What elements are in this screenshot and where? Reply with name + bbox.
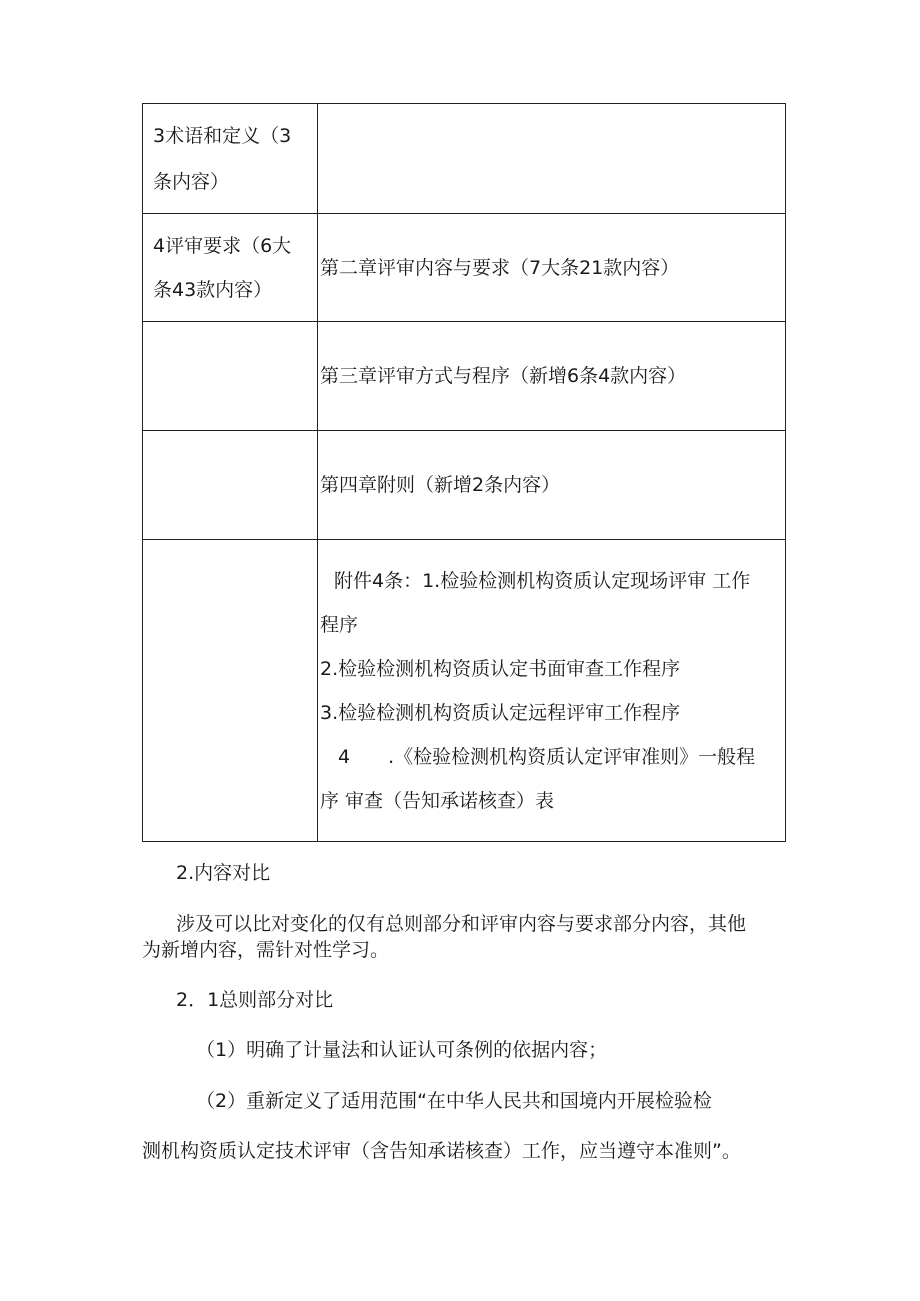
table-cell-left: [143, 104, 318, 214]
table-cell-right: [318, 431, 786, 540]
paragraph-line: 为新增内容，需针对性学习。: [142, 939, 390, 961]
comparison-table: [142, 103, 786, 842]
table-cell-left: [143, 322, 318, 431]
cell-text: 第三章评审方式与程序（新增6条4款内容）: [320, 365, 687, 387]
cell-text: 条内容）: [153, 170, 230, 193]
annex-line: 附件4条：1.检验检测机构资质认定现场评审 工作: [334, 569, 751, 592]
cell-text: 3术语和定义（3: [153, 124, 292, 147]
table-row: [143, 214, 786, 322]
table-cell-left: [143, 431, 318, 540]
subsection-heading: 2．1总则部分对比: [176, 989, 334, 1011]
annex-line: 4 .《检验检测机构资质认定评审准则》一般程: [338, 745, 756, 768]
table-cell-right: [318, 214, 786, 322]
table-cell-right: [318, 104, 786, 214]
table-row: [143, 540, 786, 842]
table-cell-right: [318, 540, 786, 842]
annex-line: 3.检验检测机构资质认定远程评审工作程序: [320, 701, 681, 724]
list-item: （1）明确了计量法和认证认可条例的依据内容；: [196, 1039, 608, 1061]
table-cell-left: [143, 540, 318, 842]
list-item-continuation: 测机构资质认定技术评审（含告知承诺核查）工作，应当遵守本准则”。: [142, 1140, 741, 1162]
table-cell-right: [318, 322, 786, 431]
annex-line: 2.检验检测机构资质认定书面审查工作程序: [320, 657, 681, 680]
paragraph-line: 涉及可以比对变化的仅有总则部分和评审内容与要求部分内容，其他: [176, 913, 747, 935]
annex-line: 程序: [320, 613, 359, 636]
cell-text: 条43款内容）: [153, 278, 273, 301]
list-item: （2）重新定义了适用范围“在中华人民共和国境内开展检验检: [196, 1090, 712, 1112]
table-row: [143, 322, 786, 431]
cell-text: 4评审要求（6大: [153, 234, 292, 257]
section-heading: 2.内容对比: [176, 862, 271, 884]
table-row: [143, 104, 786, 214]
cell-text: 第二章评审内容与要求（7大条21款内容）: [320, 256, 680, 279]
annex-line: 序 审查（告知承诺核查）表: [320, 789, 555, 812]
table-cell-left: [143, 214, 318, 322]
cell-text: 第四章附则（新增2条内容）: [320, 474, 561, 496]
table-row: [143, 431, 786, 540]
